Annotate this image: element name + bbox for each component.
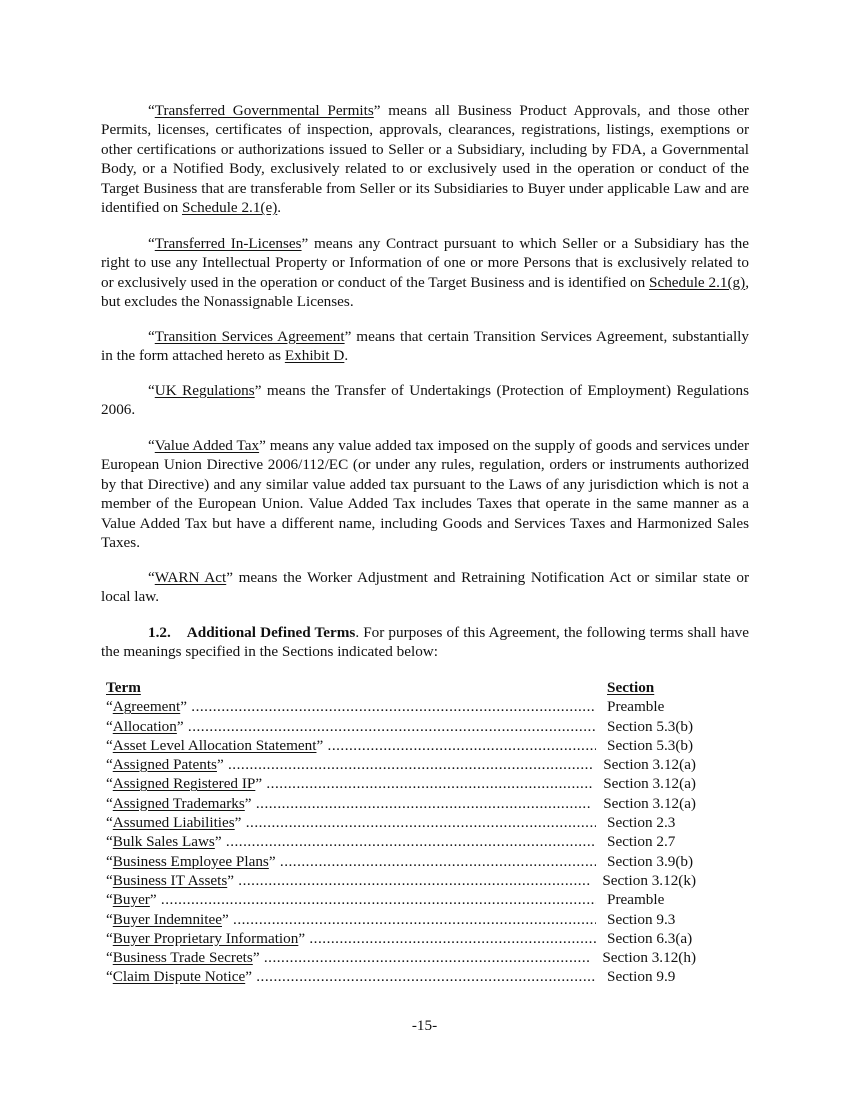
leader-dots	[252, 967, 596, 986]
term-cell: “Assigned Registered IP” .....	[106, 774, 592, 793]
row-term: Buyer Indemnitee	[112, 910, 222, 928]
exhibit-reference: Exhibit D	[284, 347, 345, 365]
table-row	[106, 755, 696, 774]
table-row	[106, 832, 696, 851]
leader-dots	[252, 794, 593, 813]
term-cell: “Agreement” .....	[106, 697, 596, 716]
term-cell: “Assumed Liabilities” .....	[106, 813, 596, 832]
term-cell: “Business Employee Plans” .....	[106, 852, 596, 871]
leader-dots	[187, 697, 596, 716]
defined-term: WARN Act	[154, 569, 227, 586]
leader-dots	[305, 929, 596, 948]
table-row	[106, 929, 696, 948]
row-term: Assigned Registered IP	[112, 775, 256, 793]
section-1-2: 1.2. Additional Defined Terms. For purposes of this Agreement, the following terms shall have the meanings specified in the Sections indicated below:	[101, 624, 749, 661]
row-section: Section 9.9	[607, 968, 676, 986]
definition-transferred-governmental-permits: “Transferred Governmental Permits” means all Business Product Approvals, and those other Permits, licenses, certificates of inspection, approvals, clearances, registrations, listings, exemptions or other certifications or authorizations issued to Seller or a Subsidiary, including by FDA, a Governmental Body, or a Notified Body, exclusively related to or exclusively used in the operation or conduct of the Target Business that are transferable from Seller or its Subsidiaries to Buyer under applicable Law and are identified on Schedule 2.1(e).	[101, 102, 749, 217]
schedule-reference: Schedule 2.1(g)	[649, 273, 746, 291]
section-number: 1.2.	[148, 624, 171, 641]
term-cell: “Allocation” .....	[106, 717, 596, 736]
term-cell: “Business IT Assets” .....	[106, 871, 591, 890]
leader-dots	[184, 717, 596, 736]
definition-transition-services-agreement: “Transition Services Agreement” means that certain Transition Services Agreement, substantially in the form attached hereto as Exhibit D.	[101, 328, 749, 365]
table-row	[106, 948, 696, 967]
row-section: Section 2.7	[607, 833, 676, 851]
row-term: Asset Level Allocation Statement	[112, 736, 317, 754]
term-cell: “Claim Dispute Notice” .....	[106, 967, 596, 986]
leader-dots	[323, 736, 596, 755]
term-cell: “Bulk Sales Laws” .....	[106, 832, 596, 851]
row-term: Buyer	[112, 891, 150, 909]
table-row	[106, 736, 696, 755]
table-row	[106, 774, 696, 793]
row-section: Section 3.12(a)	[603, 794, 696, 812]
term-cell: “Buyer” .....	[106, 890, 596, 909]
leader-dots	[262, 774, 592, 793]
leader-dots	[157, 890, 596, 909]
row-section: Section 3.12(a)	[603, 756, 696, 774]
leader-dots	[276, 852, 596, 871]
schedule-reference: Schedule 2.1(e)	[181, 199, 278, 217]
row-section: Section 3.12(h)	[602, 949, 696, 967]
row-term: Claim Dispute Notice	[112, 968, 246, 986]
row-section: Section 9.3	[607, 910, 676, 928]
term-cell: “Assigned Trademarks” .....	[106, 794, 592, 813]
row-section: Section 5.3(b)	[607, 717, 694, 735]
table-row	[106, 890, 696, 909]
row-term: Assumed Liabilities	[112, 814, 235, 832]
term-cell: “Business Trade Secrets” .....	[106, 948, 591, 967]
table-row	[106, 910, 696, 929]
section-column-header: Section	[607, 679, 655, 696]
leader-dots	[222, 832, 596, 851]
table-row	[106, 967, 696, 986]
definition-warn-act: “WARN Act” means the Worker Adjustment and Retraining Notification Act or similar state or local law.	[101, 569, 749, 606]
table-row	[106, 871, 696, 890]
definition-value-added-tax: “Value Added Tax” means any value added tax imposed on the supply of goods and services under European Union Directive 2006/112/EC (or under any rules, regulation, orders or instruments authorized by that Directive) and any similar value added tax pursuant to the Laws of any jurisdiction which is not a member of the European Union. Value Added Tax includes Taxes that operate in the same manner as a Value Added Tax but have a different name, including Goods and Services Taxes and Harmonized Sales Taxes.	[101, 437, 749, 552]
row-section: Section 3.12(a)	[603, 775, 696, 793]
row-term: Agreement	[112, 698, 181, 716]
row-section: Preamble	[607, 891, 665, 909]
definition-transferred-in-licenses: “Transferred In-Licenses” means any Contract pursuant to which Seller or a Subsidiary has the right to use any Intellectual Property or Information of one or more Persons that is exclusively related to or exclusively used in the operation or conduct of the Target Business and is identified on Schedule 2.1(g), but excludes the Nonassignable Licenses.	[101, 235, 749, 311]
defined-term: Transition Services Agreement	[154, 328, 345, 345]
table-row	[106, 794, 696, 813]
terms-table-header	[106, 678, 696, 697]
row-section: Section 5.3(b)	[607, 736, 694, 754]
term-cell: “Asset Level Allocation Statement” .....	[106, 736, 596, 755]
leader-dots	[260, 948, 592, 967]
term-cell: “Buyer Indemnitee” .....	[106, 910, 596, 929]
term-cell: “Assigned Patents” .....	[106, 755, 592, 774]
defined-terms-table	[106, 678, 696, 987]
row-section: Section 6.3(a)	[607, 929, 693, 947]
row-section: Section 2.3	[607, 814, 676, 832]
defined-term: Value Added Tax	[154, 437, 260, 454]
row-term: Assigned Patents	[112, 756, 217, 774]
row-section: Section 3.9(b)	[607, 852, 694, 870]
row-term: Business Trade Secrets	[112, 949, 253, 967]
table-row	[106, 717, 696, 736]
defined-term: Transferred In-Licenses	[154, 235, 302, 252]
leader-dots	[234, 871, 591, 890]
table-row	[106, 813, 696, 832]
row-term: Allocation	[112, 717, 177, 735]
leader-dots	[229, 910, 596, 929]
definition-uk-regulations: “UK Regulations” means the Transfer of Undertakings (Protection of Employment) Regulations 2006.	[101, 382, 750, 419]
row-section: Section 3.12(k)	[602, 871, 696, 889]
defined-term: Transferred Governmental Permits	[154, 102, 374, 119]
row-term: Business IT Assets	[112, 871, 228, 889]
table-row	[106, 852, 696, 871]
row-term: Business Employee Plans	[112, 852, 269, 870]
term-cell: “Buyer Proprietary Information” .....	[106, 929, 596, 948]
row-term: Bulk Sales Laws	[112, 833, 215, 851]
terms-table-body	[106, 697, 696, 986]
row-term: Assigned Trademarks	[112, 794, 245, 812]
page-number: -15-	[411, 1017, 438, 1034]
section-title: Additional Defined Terms	[186, 624, 356, 641]
leader-dots	[224, 755, 593, 774]
defined-term: UK Regulations	[154, 382, 255, 399]
leader-dots	[241, 813, 596, 832]
row-term: Buyer Proprietary Information	[112, 929, 299, 947]
table-row	[106, 697, 696, 716]
row-section: Preamble	[607, 698, 665, 716]
term-column-header: Term	[106, 679, 141, 696]
